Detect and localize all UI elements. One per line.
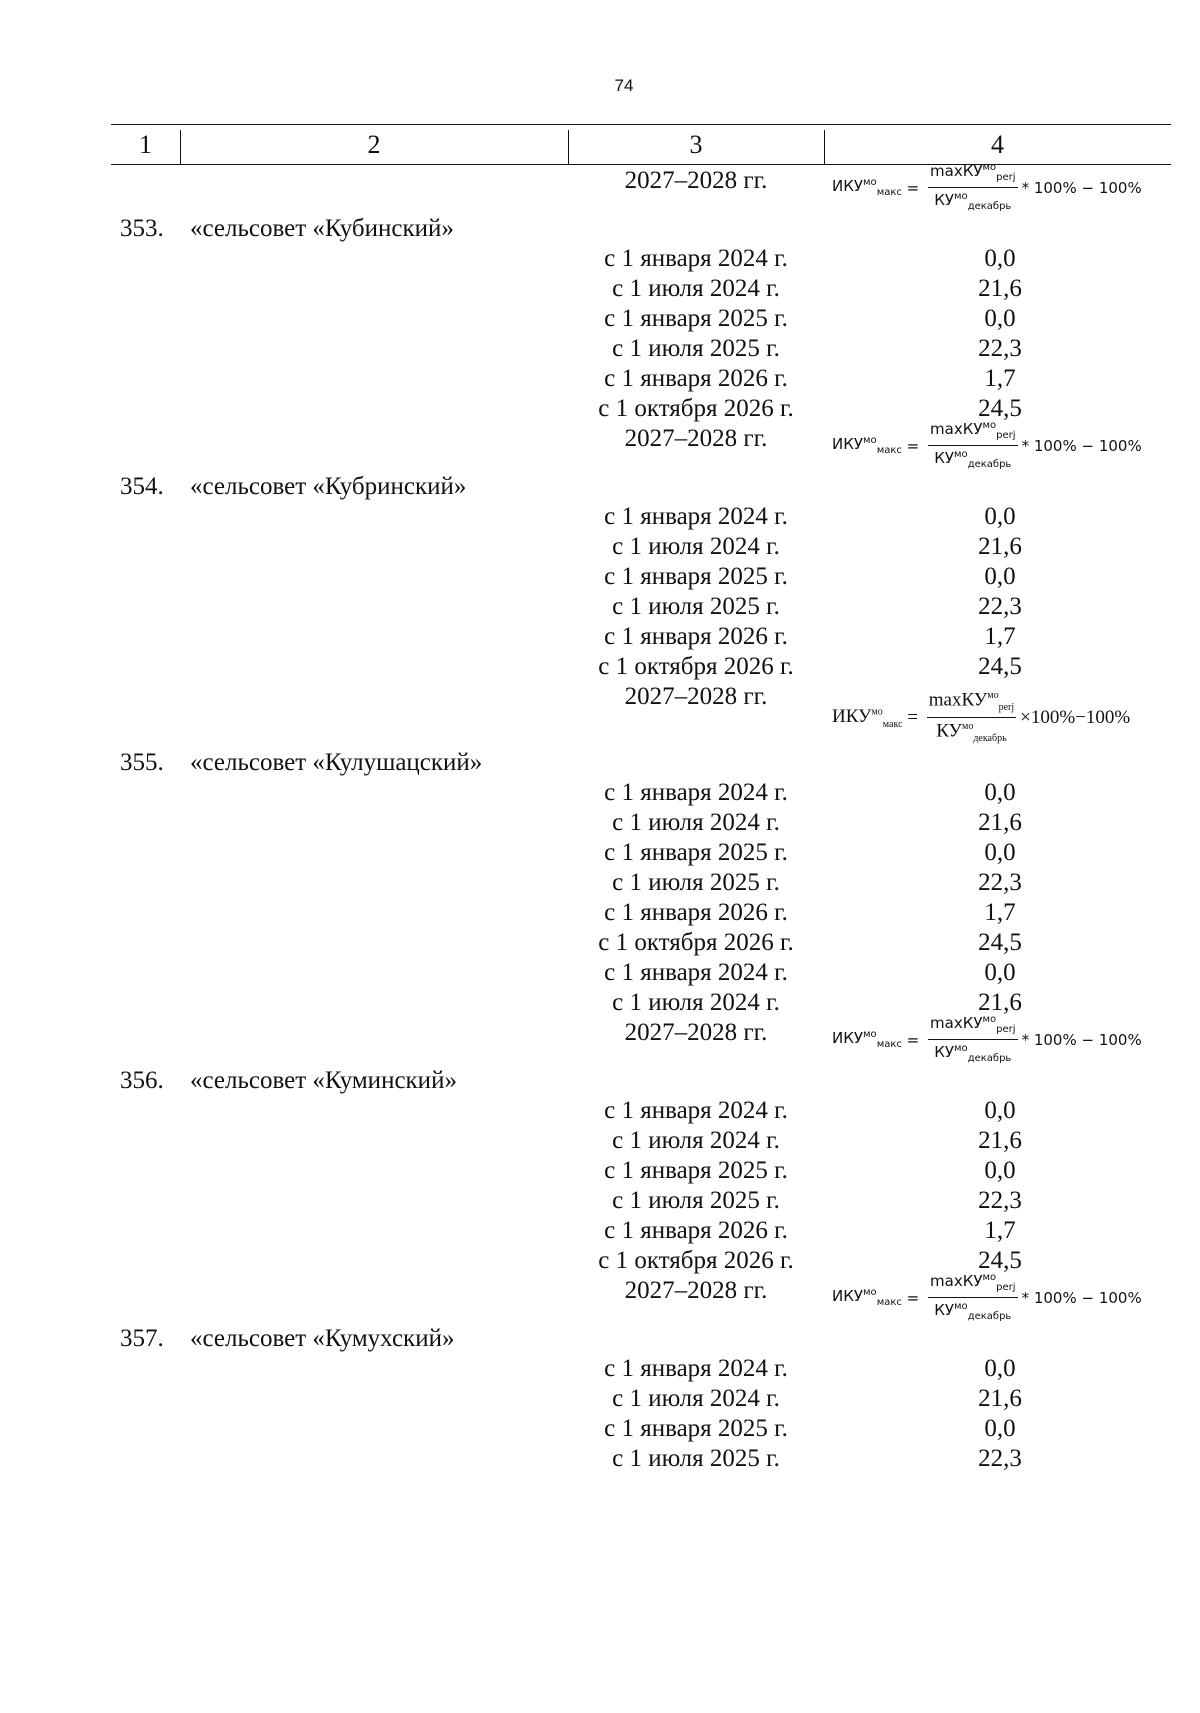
period-cell: с 1 января 2025 г. [604,839,788,866]
formula-part: мо [863,1029,877,1040]
value-cell: 24,5 [978,1247,1022,1274]
formula-part: мо [982,420,997,431]
formula-denominator [932,1040,1013,1068]
formula-fraction [928,159,1018,216]
value-cell: 0,0 [984,245,1016,272]
period-value-row [0,1413,1200,1443]
page-number: 74 [614,76,634,95]
formula-numerator [928,417,1018,446]
entry-title-row [0,1065,1200,1095]
formula-part: мо [954,1301,968,1312]
formula-equals: = [901,436,925,455]
value-cell: 0,0 [984,839,1016,866]
value-cell: 21,6 [978,809,1022,836]
period-value-row [0,651,1200,681]
formula-equals: = [902,706,923,728]
value-cell: 1,7 [984,1217,1016,1244]
formula-fraction [928,1011,1018,1068]
formula-fraction [927,687,1016,748]
formula-tail: * 100% − 100% [1021,1288,1142,1307]
formula-row [0,1014,1200,1065]
period-value-row [0,897,1200,927]
period-cell: с 1 января 2024 г. [604,1355,788,1382]
period-value-row [0,591,1200,621]
value-cell: 0,0 [984,1355,1016,1382]
formula-part: perj [998,702,1015,714]
period-cell: 2027–2028 гг. [624,167,768,194]
value-cell: 21,6 [978,1385,1022,1412]
formula [832,1269,1142,1326]
formula-part: декабрь [967,1053,1012,1064]
formula-part: мо [863,1287,877,1298]
formula-part: perj [996,1282,1016,1293]
table-header-top-rule [111,124,1171,125]
formula-numerator [928,1269,1018,1298]
period-cell: 2027–2028 гг. [624,1019,768,1046]
formula [832,159,1142,216]
period-value-row [0,621,1200,651]
value-cell: 24,5 [978,395,1022,422]
formula-tail: * 100% − 100% [1021,178,1142,197]
formula-part: ИКУ [832,1029,864,1047]
period-cell: с 1 июля 2025 г. [612,335,780,362]
period-cell: с 1 июля 2025 г. [612,1187,780,1214]
formula-part: декабрь [967,1311,1012,1322]
value-cell: 22,3 [978,335,1022,362]
period-value-row [0,807,1200,837]
formula-denominator [932,446,1013,474]
value-cell: 0,0 [984,563,1016,590]
entry-number: 357. [120,1325,164,1352]
formula-cell [832,1011,1192,1068]
period-value-row [0,1215,1200,1245]
value-cell: 1,7 [984,899,1016,926]
formula-part: макс [876,1039,902,1050]
period-value-row [0,957,1200,987]
value-cell: 21,6 [978,989,1022,1016]
period-cell: с 1 января 2026 г. [604,899,788,926]
value-cell: 21,6 [978,533,1022,560]
formula-part: maxКУ [930,1014,983,1032]
formula-row [0,1272,1200,1323]
formula-part: мо [982,162,997,173]
formula-part: КУ [934,1043,955,1061]
value-cell: 0,0 [984,1415,1016,1442]
formula-part: мо [871,706,883,718]
period-cell: с 1 января 2024 г. [604,1097,788,1124]
formula-part: ИКУ [832,435,864,453]
period-value-row [0,501,1200,531]
formula-part: мо [954,1043,968,1054]
period-cell: с 1 октября 2026 г. [598,653,794,680]
formula-part: мо [863,177,877,188]
formula-lhs [832,177,902,198]
period-cell: с 1 января 2026 г. [604,365,788,392]
period-value-row [0,303,1200,333]
period-cell: с 1 июля 2024 г. [612,809,780,836]
formula-part: ИКУ [832,705,872,727]
entry-name: «сельсовет «Кулушацский» [190,749,483,776]
formula-denominator [934,718,1008,748]
entry-number: 356. [120,1067,164,1094]
table-body [0,162,1200,1473]
value-cell: 22,3 [978,593,1022,620]
formula-part: декабрь [967,201,1012,212]
formula-part: макс [876,445,902,456]
formula-part: maxКУ [930,162,983,180]
entry-title-row [0,471,1200,501]
period-cell: с 1 июля 2025 г. [612,869,780,896]
formula-denominator [932,188,1013,216]
formula-cell [832,1269,1192,1326]
period-cell: с 1 июля 2024 г. [612,1385,780,1412]
period-value-row [0,867,1200,897]
period-cell: с 1 января 2025 г. [604,1415,788,1442]
formula-part: perj [996,430,1016,441]
period-cell: с 1 июля 2024 г. [612,989,780,1016]
formula-part: мо [961,721,974,733]
period-cell: с 1 января 2025 г. [604,563,788,590]
formula [832,1011,1142,1068]
period-cell: с 1 января 2025 г. [604,305,788,332]
header-col-2: 2 [367,130,381,159]
header-col-4: 4 [991,130,1004,159]
value-cell: 0,0 [984,1157,1016,1184]
period-value-row [0,333,1200,363]
formula-part: perj [996,172,1016,183]
value-cell: 1,7 [984,623,1016,650]
value-cell: 21,6 [978,275,1022,302]
entry-title-row [0,747,1200,777]
formula-row [0,162,1200,213]
period-cell: с 1 июля 2025 г. [612,593,780,620]
value-cell: 0,0 [984,1097,1016,1124]
formula [832,687,1130,748]
formula-part: мо [954,449,968,460]
period-cell: с 1 июля 2024 г. [612,275,780,302]
entry-name: «сельсовет «Куминский» [190,1067,457,1094]
formula-numerator [928,1011,1018,1040]
period-cell: с 1 июля 2025 г. [612,1445,780,1472]
period-value-row [0,837,1200,867]
formula-part: мо [987,690,999,701]
value-cell: 1,7 [984,365,1016,392]
formula-tail: ×100%−100% [1020,706,1131,728]
period-value-row [0,561,1200,591]
period-value-row [0,1185,1200,1215]
period-cell: 2027–2028 гг. [624,1277,768,1304]
period-cell: 2027–2028 гг. [624,425,768,452]
period-cell: с 1 января 2026 г. [604,1217,788,1244]
period-value-row [0,273,1200,303]
formula-part: perj [996,1024,1016,1035]
formula-part: мо [863,435,877,446]
entry-title-row [0,1323,1200,1353]
entry-number: 355. [120,749,164,776]
period-value-row [0,777,1200,807]
period-value-row [0,1095,1200,1125]
value-cell: 0,0 [984,503,1016,530]
period-cell: с 1 января 2024 г. [604,245,788,272]
period-value-row [0,1125,1200,1155]
entry-name: «сельсовет «Кумухский» [190,1325,455,1352]
period-value-row [0,243,1200,273]
period-cell: с 1 января 2025 г. [604,1157,788,1184]
formula-part: мо [982,1272,997,1283]
period-cell: с 1 июля 2024 г. [612,533,780,560]
period-cell: с 1 января 2026 г. [604,623,788,650]
formula-part: мо [982,1014,997,1025]
value-cell: 22,3 [978,869,1022,896]
period-cell: с 1 января 2024 г. [604,959,788,986]
formula-numerator [927,687,1016,718]
formula-denominator [932,1298,1013,1326]
value-cell: 21,6 [978,1127,1022,1154]
formula-fraction [928,417,1018,474]
formula-part: maxКУ [930,1272,983,1290]
header-col-1: 1 [139,130,152,159]
period-value-row [0,1155,1200,1185]
formula-part: макс [882,718,903,730]
formula-tail: * 100% − 100% [1021,1030,1142,1049]
formula-lhs [832,706,903,730]
formula-part: макс [876,187,902,198]
formula-cell [832,159,1192,216]
entry-number: 353. [120,215,164,242]
value-cell: 24,5 [978,929,1022,956]
formula-cell [832,417,1192,474]
value-cell: 0,0 [984,779,1016,806]
value-cell: 0,0 [984,959,1016,986]
formula-equals: = [901,178,925,197]
period-value-row [0,1383,1200,1413]
value-cell: 0,0 [984,305,1016,332]
value-cell: 22,3 [978,1445,1022,1472]
formula-part: КУ [936,720,962,742]
period-value-row [0,1443,1200,1473]
formula-part: maxКУ [928,689,988,711]
formula-tail: * 100% − 100% [1021,436,1142,455]
formula-equals: = [901,1030,925,1049]
formula-lhs [832,435,902,456]
period-cell: с 1 октября 2026 г. [598,1247,794,1274]
period-cell: с 1 января 2024 г. [604,779,788,806]
formula-part: КУ [934,191,955,209]
formula-part: мо [954,191,968,202]
formula-part: макс [876,1297,902,1308]
entry-number: 354. [120,473,164,500]
value-cell: 24,5 [978,653,1022,680]
formula-part: КУ [934,1301,955,1319]
formula-part: декабрь [967,459,1012,470]
formula-row [0,681,1200,747]
formula-part: декабрь [973,733,1007,745]
period-cell: 2027–2028 гг. [624,683,768,710]
period-value-row [0,927,1200,957]
header-col-3: 3 [689,130,703,159]
period-value-row [0,363,1200,393]
formula-cell [832,687,1192,748]
value-cell: 22,3 [978,1187,1022,1214]
formula-numerator [928,159,1018,188]
period-cell: с 1 октября 2026 г. [598,395,794,422]
formula-lhs [832,1287,902,1308]
period-cell: с 1 июля 2024 г. [612,1127,780,1154]
period-value-row [0,531,1200,561]
period-value-row [0,1353,1200,1383]
period-cell: с 1 января 2024 г. [604,503,788,530]
entry-title-row [0,213,1200,243]
formula-row [0,420,1200,471]
formula-lhs [832,1029,902,1050]
formula-fraction [928,1269,1018,1326]
entry-name: «сельсовет «Кубинский» [190,215,454,242]
formula-part: КУ [934,449,955,467]
formula-part: maxКУ [930,420,983,438]
formula-part: ИКУ [832,1287,864,1305]
formula [832,417,1142,474]
entry-name: «сельсовет «Кубринский» [190,473,467,500]
period-cell: с 1 октября 2026 г. [598,929,794,956]
formula-part: ИКУ [832,177,864,195]
formula-equals: = [901,1288,925,1307]
